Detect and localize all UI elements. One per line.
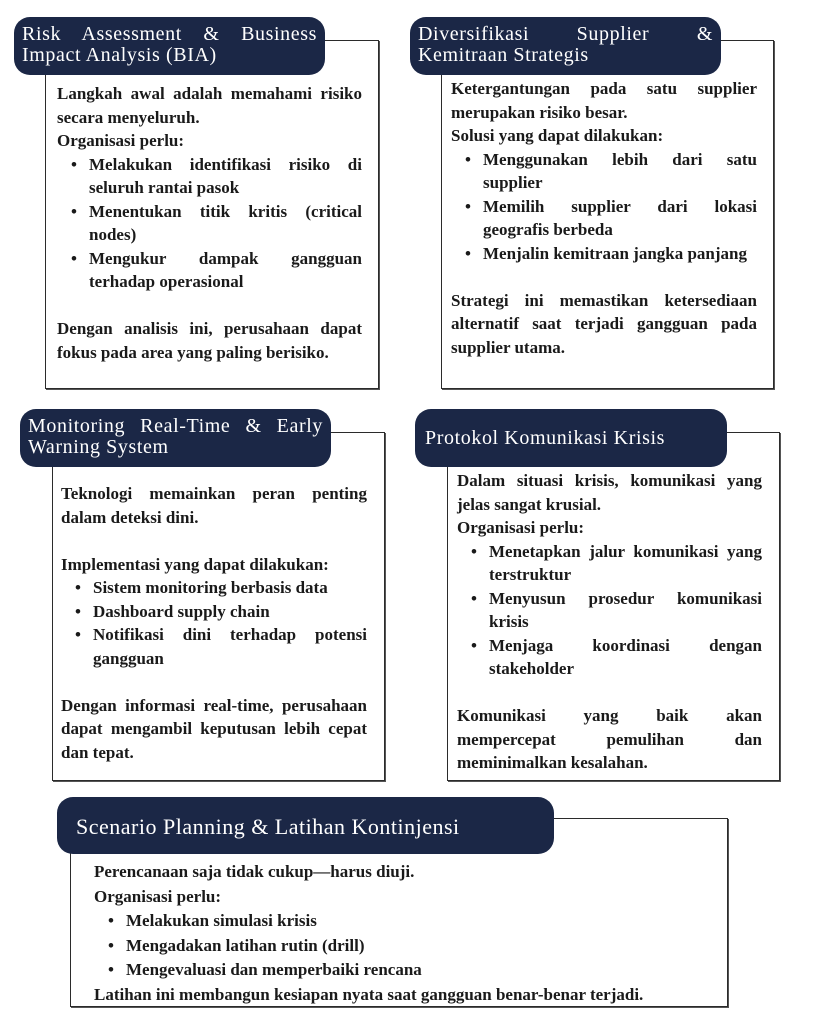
list-item: • Memilih supplier dari lokasi geografis berbeda	[483, 195, 757, 242]
card-title-risk-assessment: Risk Assessment & Business Impact Analysis (BIA)	[14, 17, 325, 75]
card-lead: Organisasi perlu:	[94, 886, 222, 906]
card-intro: Langkah awal adalah memahami risiko secara menyeluruh.	[57, 84, 362, 127]
card-title-scenario-planning: Scenario Planning & Latihan Kontinjensi	[57, 797, 554, 854]
list-item: • Menyusun prosedur komunikasi krisis	[489, 587, 762, 634]
list-item: • Melakukan simulasi krisis	[126, 909, 724, 934]
card-conclusion: Latihan ini membangun kesiapan nyata saat gangguan benar-benar terjadi.	[94, 984, 644, 1004]
card-conclusion: Dengan informasi real-time, perusahaan dapat mengambil keputusan lebih cepat dan tepat.	[61, 695, 367, 762]
card-body-risk-assessment	[57, 82, 362, 364]
card-bullet-list	[61, 576, 367, 670]
card-conclusion: Komunikasi yang baik akan mempercepat pemulihan dan meminimalkan kesalahan.	[457, 706, 762, 772]
card-title-monitoring: Monitoring Real-Time & Early Warning System	[20, 409, 331, 467]
card-lead: Organisasi perlu:	[57, 131, 185, 150]
list-item: • Menjaga koordinasi dengan stakeholder	[489, 634, 762, 681]
card-conclusion: Dengan analisis ini, perusahaan dapat fokus pada area yang paling berisiko.	[57, 319, 362, 362]
card-bullet-list	[94, 909, 724, 983]
card-body-monitoring	[61, 482, 367, 764]
card-conclusion: Strategi ini memastikan ketersediaan alternatif saat terjadi gangguan pada supplier utama.	[451, 290, 757, 357]
list-item: • Mengadakan latihan rutin (drill)	[126, 934, 724, 959]
card-lead: Organisasi perlu:	[457, 518, 585, 537]
card-body-scenario-planning	[94, 860, 724, 1007]
card-lead: Implementasi yang dapat dilakukan:	[61, 554, 329, 574]
card-bullet-list	[57, 153, 362, 294]
list-item: • Mengukur dampak gangguan terhadap operasional	[89, 247, 362, 294]
list-item: • Melakukan identifikasi risiko di seluruh rantai pasok	[89, 153, 362, 200]
card-lead: Solusi yang dapat dilakukan:	[451, 126, 664, 145]
card-intro: Dalam situasi krisis, komunikasi yang jelas sangat krusial.	[457, 471, 762, 514]
card-body-crisis-communication	[457, 469, 762, 775]
card-body-supplier-diversification	[451, 77, 757, 359]
card-intro: Teknologi memainkan peran penting dalam deteksi dini.	[61, 484, 367, 527]
card-bullet-list	[457, 540, 762, 681]
list-item: • Menetapkan jalur komunikasi yang terstruktur	[489, 540, 762, 587]
list-item: • Menjalin kemitraan jangka panjang	[483, 242, 757, 266]
list-item: • Menentukan titik kritis (critical nodes)	[89, 200, 362, 247]
list-item: • Sistem monitoring berbasis data	[93, 576, 367, 600]
card-bullet-list	[451, 148, 757, 266]
card-intro: Ketergantungan pada satu supplier merupakan risiko besar.	[451, 79, 757, 122]
list-item: • Mengevaluasi dan memperbaiki rencana	[126, 958, 724, 983]
list-item: • Menggunakan lebih dari satu supplier	[483, 148, 757, 195]
list-item: • Dashboard supply chain	[93, 600, 367, 624]
card-title-supplier-diversification: Diversifikasi Supplier & Kemitraan Strategis	[410, 17, 721, 75]
card-intro: Perencanaan saja tidak cukup—harus diuji.	[94, 862, 415, 881]
list-item: • Notifikasi dini terhadap potensi gangguan	[93, 623, 367, 670]
card-title-crisis-communication: Protokol Komunikasi Krisis	[415, 409, 727, 467]
